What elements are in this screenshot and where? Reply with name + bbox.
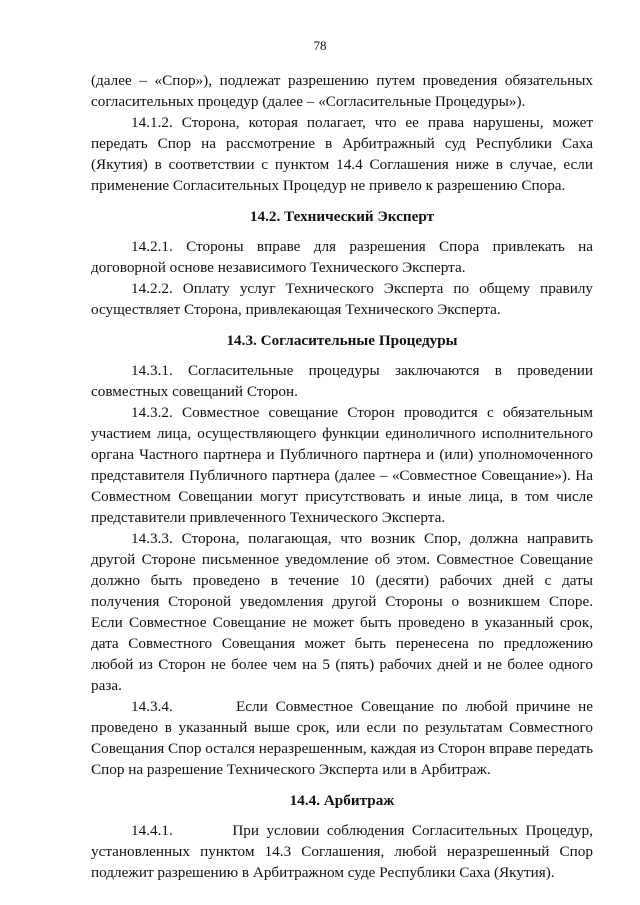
paragraph-14-3-4: 14.3.4. Если Совместное Совещание по любой причине не проведено в указанный выше срок, или если по результатам Совместного Совещания Спор остался неразрешенным, каждая из Сторон вправе передать Спор на разрешение Технического Эксперта или в Арбитраж. [91, 698, 597, 778]
section-heading-14-3: 14.3. Согласительные Процедуры [226, 332, 458, 349]
page-number: 78 [313, 38, 327, 53]
paragraph-14-1-2: 14.1.2. Сторона, которая полагает, что ее права нарушены, может передать Спор на рассмотрение в Арбитражный суд Республики Саха (Якутия) в соответствии с пунктом 14.4 Соглашения ниже в случае, если применение Согласительных Процедур не привело к разрешению Спора. [91, 114, 593, 194]
section-heading-14-2: 14.2. Технический Эксперт [249, 208, 435, 225]
section-heading-14-4: 14.4. Арбитраж [289, 792, 395, 809]
paragraph-continuation: (далее – «Спор»), подлежат разрешению путем проведения обязательных согласительных процедур (далее – «Согласительные Процедуры»). [91, 72, 593, 110]
paragraph-14-3-3: 14.3.3. Сторона, полагающая, что возник Спор, должна направить другой Стороне письменное уведомление об этом. Совместное Совещание должно быть проведено в течение 10 (десяти) рабочих дней с даты получения Стороной уведомления другой Стороны о возникшем Споре. Если Совместное Совещание не может быть проведено в указанный срок, дата Совместного Совещания может быть перенесена по предложению любой из Сторон не более чем на 5 (пять) рабочих дней и не более одного раза. [91, 530, 593, 694]
paragraph-14-2-2: 14.2.2. Оплату услуг Технического Эксперта по общему правилу осуществляет Сторона, привлекающая Технического Эксперта. [91, 280, 593, 318]
paragraph-14-3-1: 14.3.1. Согласительные процедуры заключаются в проведении совместных совещаний Сторон. [91, 362, 593, 400]
paragraph-14-3-2: 14.3.2. Совместное совещание Сторон проводится с обязательным участием лица, осуществляющего функции единоличного исполнительного органа Частного партнера и Публичного партнера и (или) уполномоченного представителя Публичного партнера (далее – «Совместное Совещание»). На Совместном Совещании могут присутствовать и иные лица, в том числе представители привлеченного Технического Эксперта. [91, 404, 593, 526]
paragraph-14-2-1: 14.2.1. Стороны вправе для разрешения Спора привлекать на договорной основе независимого Технического Эксперта. [91, 238, 593, 276]
document-body [91, 70, 597, 883]
paragraph-14-4-1: 14.4.1. При условии соблюдения Согласительных Процедур, установленных пунктом 14.3 Соглашения, любой неразрешенный Спор подлежит разрешению в Арбитражном суде Республики Саха (Якутия). [91, 822, 597, 881]
